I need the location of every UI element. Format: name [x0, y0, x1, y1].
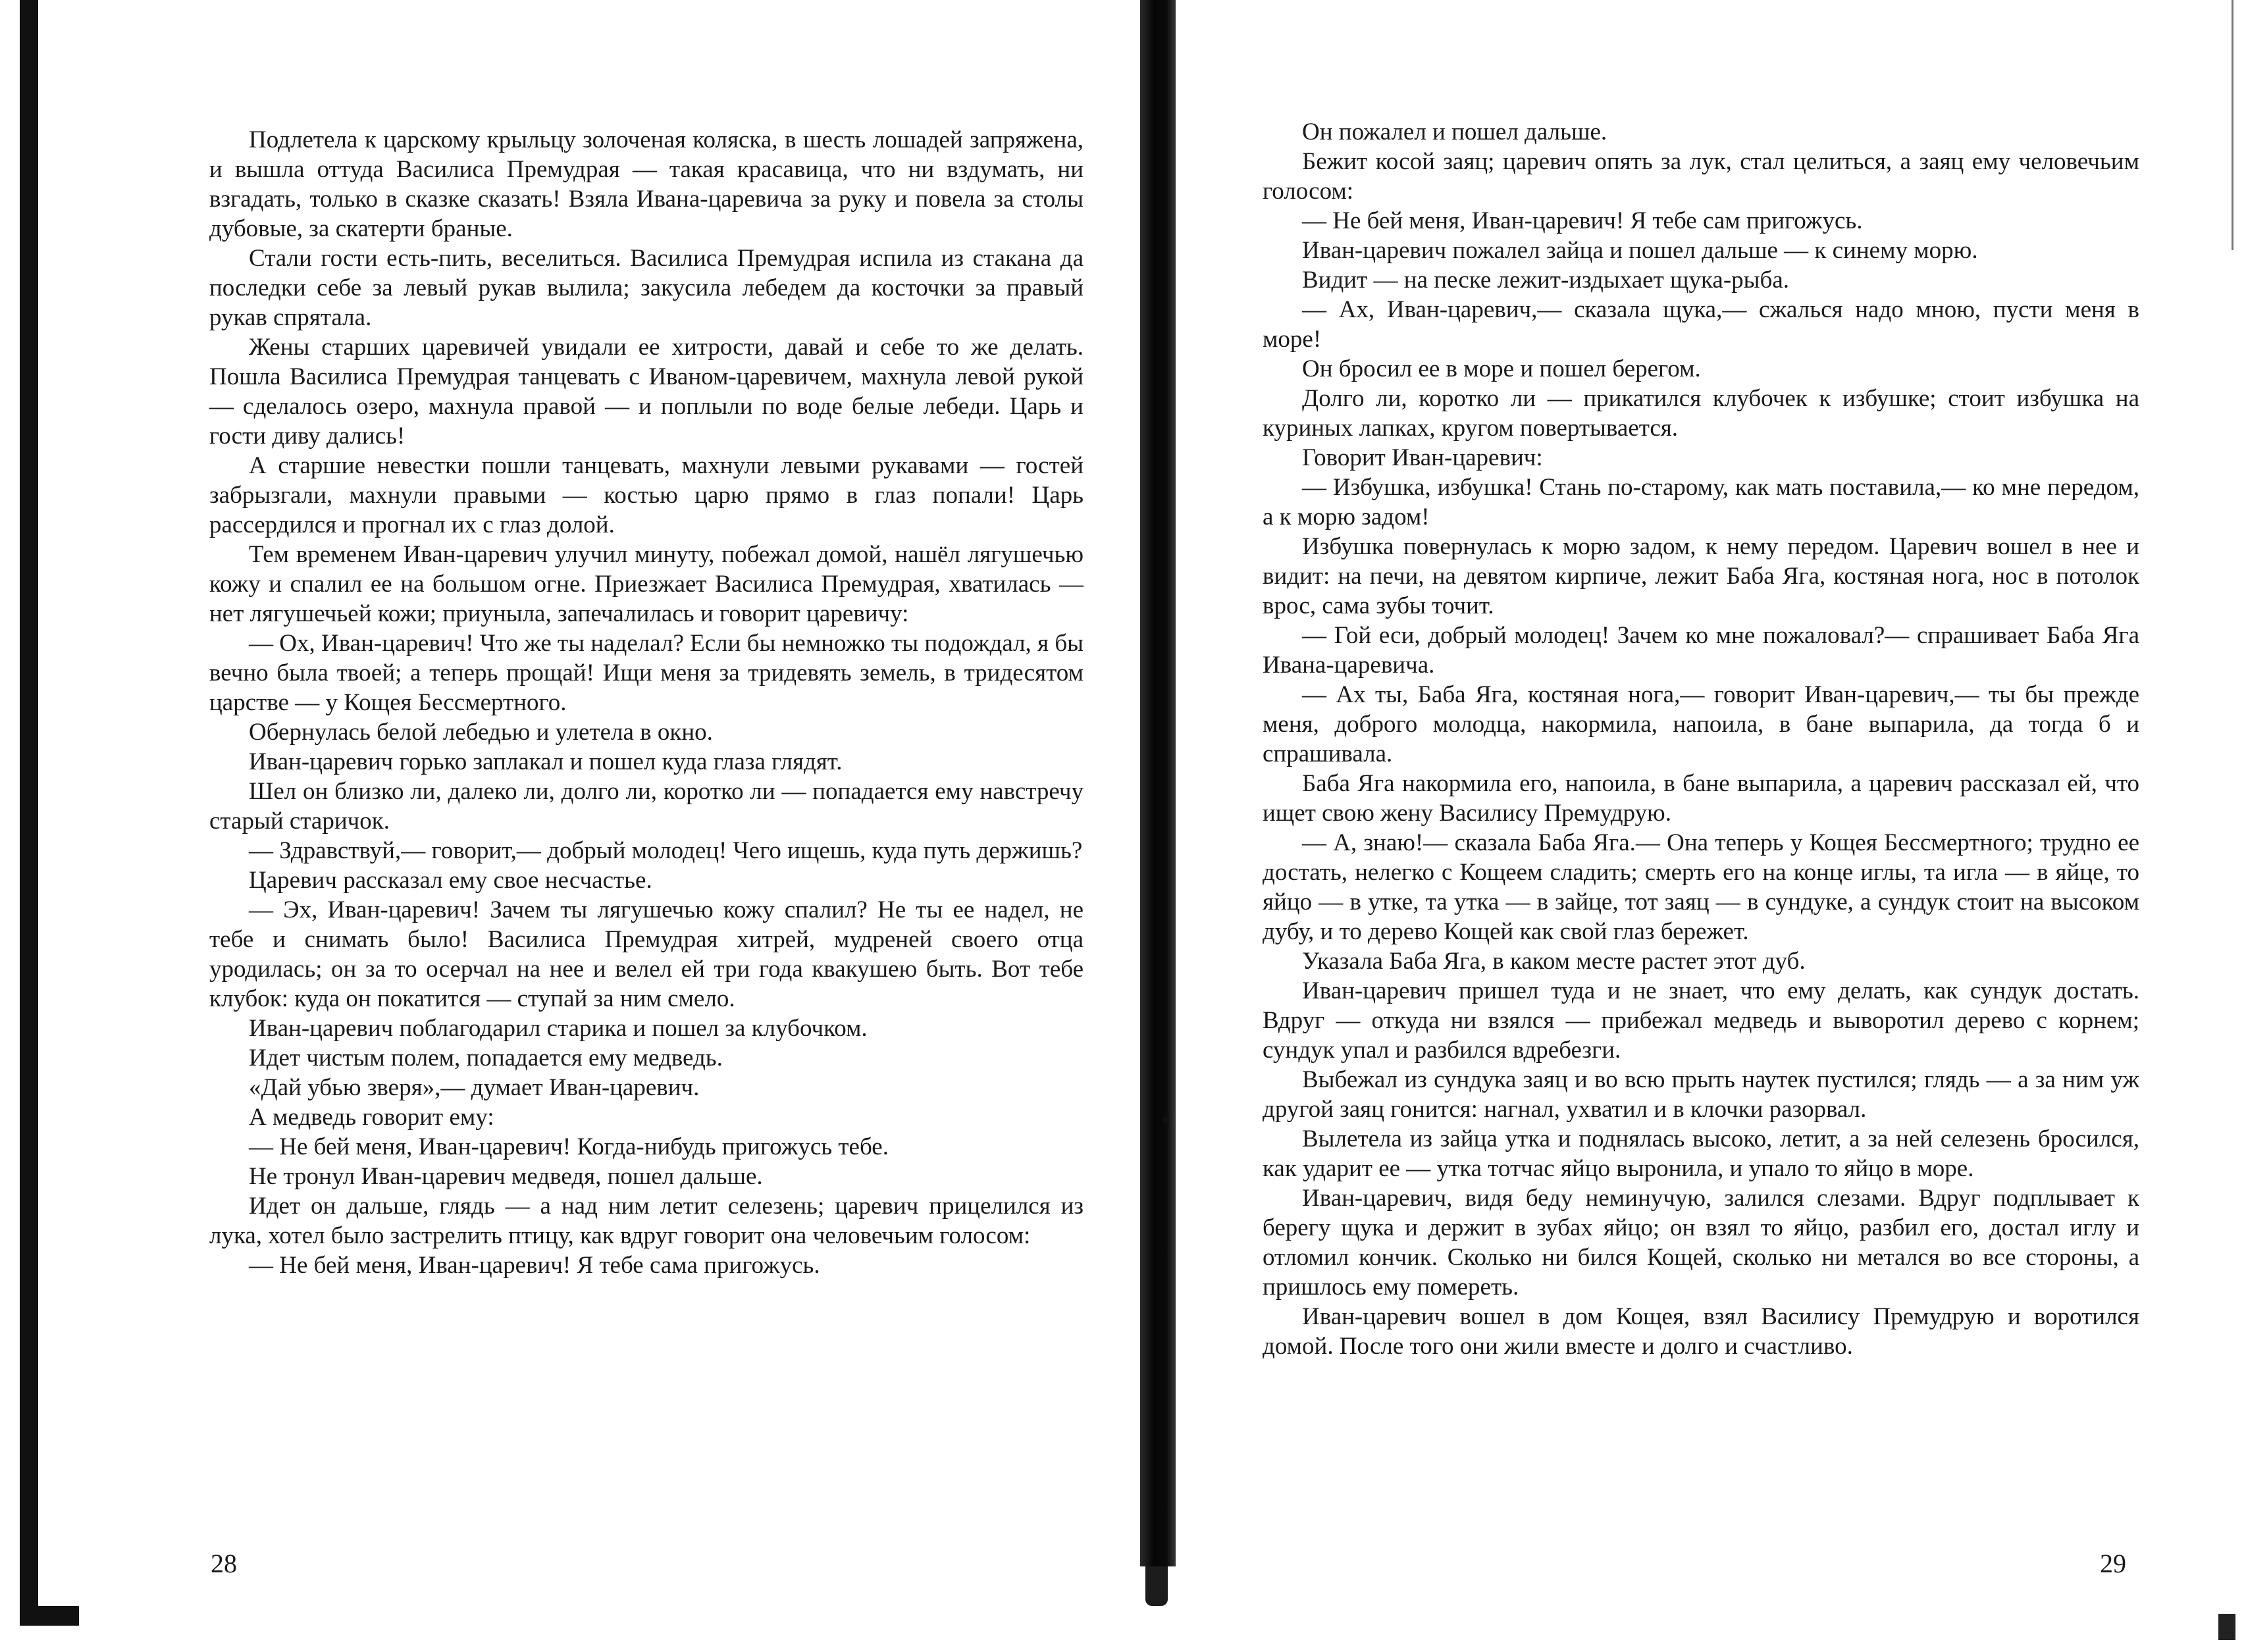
- paragraph: Иван-царевич поблагодарил старика и пошел за клубочком.: [249, 1015, 868, 1042]
- paragraph: Царевич рассказал ему свое несчастье.: [249, 867, 652, 894]
- scan-corner-mark: [2218, 1614, 2235, 1640]
- paragraph: Обернулась белой лебедью и улетела в окно.: [249, 719, 713, 746]
- paragraph: Он пожалел и пошел дальше.: [1302, 118, 1607, 145]
- paragraph: Долго ли, коротко ли — прикатился клубочек к избушке; стоит избушка на куриных лапках, кругом повертывается.: [1263, 385, 2139, 442]
- paragraph: — Ах, Иван-царевич,— сказала щука,— сжалься надо мною, пусти меня в море!: [1263, 296, 2139, 353]
- paragraph: — Избушка, избушка! Стань по-старому, как мать поставила,— ко мне передом, а к морю задом!: [1263, 474, 2139, 530]
- paragraph: — Здравствуй,— говорит,— добрый молодец! Чего ищешь, куда путь держишь?: [249, 837, 1083, 864]
- paragraph: Выбежал из сундука заяц и во всю прыть наутек пустился; глядь — а за ним уж другой заяц гонится: нагнал, ухватил и в клочки разорвал.: [1263, 1066, 2139, 1123]
- paragraph: А старшие невестки пошли танцевать, махнули левыми рукавами — гостей забрызгали, махнули правыми — костью царю прямо в глаз попали! Царь рассердился и прогнал их с глаз долой.: [209, 452, 1084, 538]
- paragraph: — А, знаю!— сказала Баба Яга.— Она теперь у Кощея Бессмертного; трудно ее достать, нелегко с Кощеем сладить; смерть его на конце иглы, та игла — в яйце, то яйцо — в утке, та утка — в зайце, тот заяц — в сундуке, а сундук стоит на высоком дубу, и то дерево Кощей как свой глаз бережет.: [1263, 829, 2139, 945]
- paragraph: А медведь говорит ему:: [249, 1104, 494, 1131]
- paragraph: Он бросил ее в море и пошел берегом.: [1302, 355, 1701, 382]
- paragraph: Иван-царевич пришел туда и не знает, что ему делать, как сундук достать. Вдруг — откуда ни взялся — прибежал медведь и выворотил дерево с корнем; сундук упал и разбился вдребезги.: [1263, 977, 2139, 1064]
- paragraph: Указала Баба Яга, в каком месте растет этот дуб.: [1302, 948, 1806, 975]
- paragraph: Иван-царевич вошел в дом Кощея, взял Василису Премудрую и воротился домой. После того они жили вместе и долго и счастливо.: [1263, 1303, 2139, 1360]
- paragraph: — Эх, Иван-царевич! Зачем ты лягушечью кожу спалил? Не ты ее надел, не тебе и снимать было! Василиса Премудрая хитрей, мудреней своего отца уродилась; он за то осерчал на нее и велел ей три года квакушею быть. Вот тебе клубок: куда он покатится — ступай за ним смело.: [209, 896, 1084, 1012]
- paragraph: — Ох, Иван-царевич! Что же ты наделал? Если бы немножко ты подождал, я бы вечно была твоей; а теперь прощай! Ищи меня за тридевять земель, в тридесятом царстве — у Кощея Бессмертного.: [209, 630, 1084, 716]
- paragraph: Идет чистым полем, попадается ему медведь.: [249, 1045, 723, 1071]
- ink-dot: [1162, 1116, 1169, 1123]
- paragraph: «Дай убью зверя»,— думает Иван-царевич.: [249, 1074, 700, 1101]
- scan-edge-right: [2232, 0, 2233, 250]
- scan-edge-left-foot: [20, 1606, 79, 1626]
- paragraph: — Не бей меня, Иван-царевич! Я тебе сам пригожусь.: [1302, 207, 1863, 234]
- left-page-text: [209, 125, 1084, 1280]
- paragraph: Иван-царевич, видя беду неминучую, залился слезами. Вдруг подплывает к берегу щука и держит в зубах яйцо; он взял то яйцо, разбил его, достал иглу и отломил кончик. Сколько ни бился Кощей, сколько ни метался во все стороны, а пришлось ему помереть.: [1263, 1185, 2139, 1301]
- right-page-number: 29: [2100, 1549, 2126, 1578]
- paragraph: Избушка повернулась к морю задом, к нему передом. Царевич вошел в нее и видит: на печи, на девятом кирпиче, лежит Баба Яга, костяная нога, нос в потолок врос, сама зубы точит.: [1263, 533, 2139, 619]
- paragraph: Бежит косой заяц; царевич опять за лук, стал целиться, а заяц ему человечьим голосом:: [1263, 148, 2139, 205]
- paragraph: Шел он близко ли, далеко ли, долго ли, коротко ли — попадается ему навстречу старый старичок.: [209, 778, 1084, 835]
- paragraph: Тем временем Иван-царевич улучил минуту, побежал домой, нашёл лягушечью кожу и спалил ее на большом огне. Приезжает Василиса Премудрая, хватилась — нет лягушечьей кожи; приуныла, запечалилась и говорит царевичу:: [209, 541, 1084, 627]
- book-gutter-foot: [1145, 1566, 1168, 1606]
- paragraph: Вылетела из зайца утка и поднялась высоко, летит, а за ней селезень бросился, как ударит ее — утка тотчас яйцо выронила, и упало то яйцо в море.: [1263, 1125, 2139, 1182]
- paragraph: — Не бей меня, Иван-царевич! Я тебе сама пригожусь.: [249, 1252, 820, 1279]
- paragraph: — Не бей меня, Иван-царевич! Когда-нибудь пригожусь тебе.: [249, 1133, 889, 1160]
- paragraph: Идет он дальше, глядь — а над ним летит селезень; царевич прицелился из лука, хотел было застрелить птицу, как вдруг говорит она человечьим голосом:: [209, 1193, 1084, 1249]
- paragraph: Стали гости есть-пить, веселиться. Василиса Премудрая испила из стакана да последки себе за левый рукав вылила; закусила лебедем да косточки за правый рукав спрятала.: [209, 245, 1084, 331]
- paragraph: Иван-царевич горько заплакал и пошел куда глаза глядят.: [249, 748, 843, 775]
- scan-edge-left: [20, 0, 38, 1606]
- paragraph: Видит — на песке лежит-издыхает щука-рыба.: [1302, 267, 1789, 294]
- paragraph: Говорит Иван-царевич:: [1302, 444, 1543, 471]
- book-gutter: [1140, 0, 1176, 1566]
- paragraph: — Ах ты, Баба Яга, костяная нога,— говорит Иван-царевич,— ты бы прежде меня, доброго молодца, накормила, напоила, в бане выпарила, да тогда б и спрашивала.: [1263, 681, 2139, 767]
- paragraph: Не тронул Иван-царевич медведя, пошел дальше.: [249, 1163, 763, 1190]
- paragraph: Баба Яга накормила его, напоила, в бане выпарила, а царевич рассказал ей, что ищет свою жену Василису Премудрую.: [1263, 770, 2139, 827]
- right-page-text: [1263, 117, 2139, 1361]
- left-page-number: 28: [211, 1549, 237, 1578]
- paragraph: — Гой еси, добрый молодец! Зачем ко мне пожаловал?— спрашивает Баба Яга Ивана-царевича.: [1263, 622, 2139, 679]
- paragraph: Подлетела к царскому крыльцу золоченая коляска, в шесть лошадей запряжена, и вышла оттуда Василиса Премудрая — такая красавица, что ни вздумать, ни взгадать, только в сказке сказать! Взяла Ивана-царевича за руку и повела за столы дубовые, за скатерти браные.: [209, 126, 1084, 242]
- paragraph: Иван-царевич пожалел зайца и пошел дальше — к синему морю.: [1302, 237, 1978, 264]
- paragraph: Жены старших царевичей увидали ее хитрости, давай и себе то же делать. Пошла Василиса Премудрая танцевать с Иваном-царевичем, махнула левой рукой — сделалось озеро, махнула правой — и поплыли по воде белые лебеди. Царь и гости диву дались!: [209, 334, 1084, 450]
